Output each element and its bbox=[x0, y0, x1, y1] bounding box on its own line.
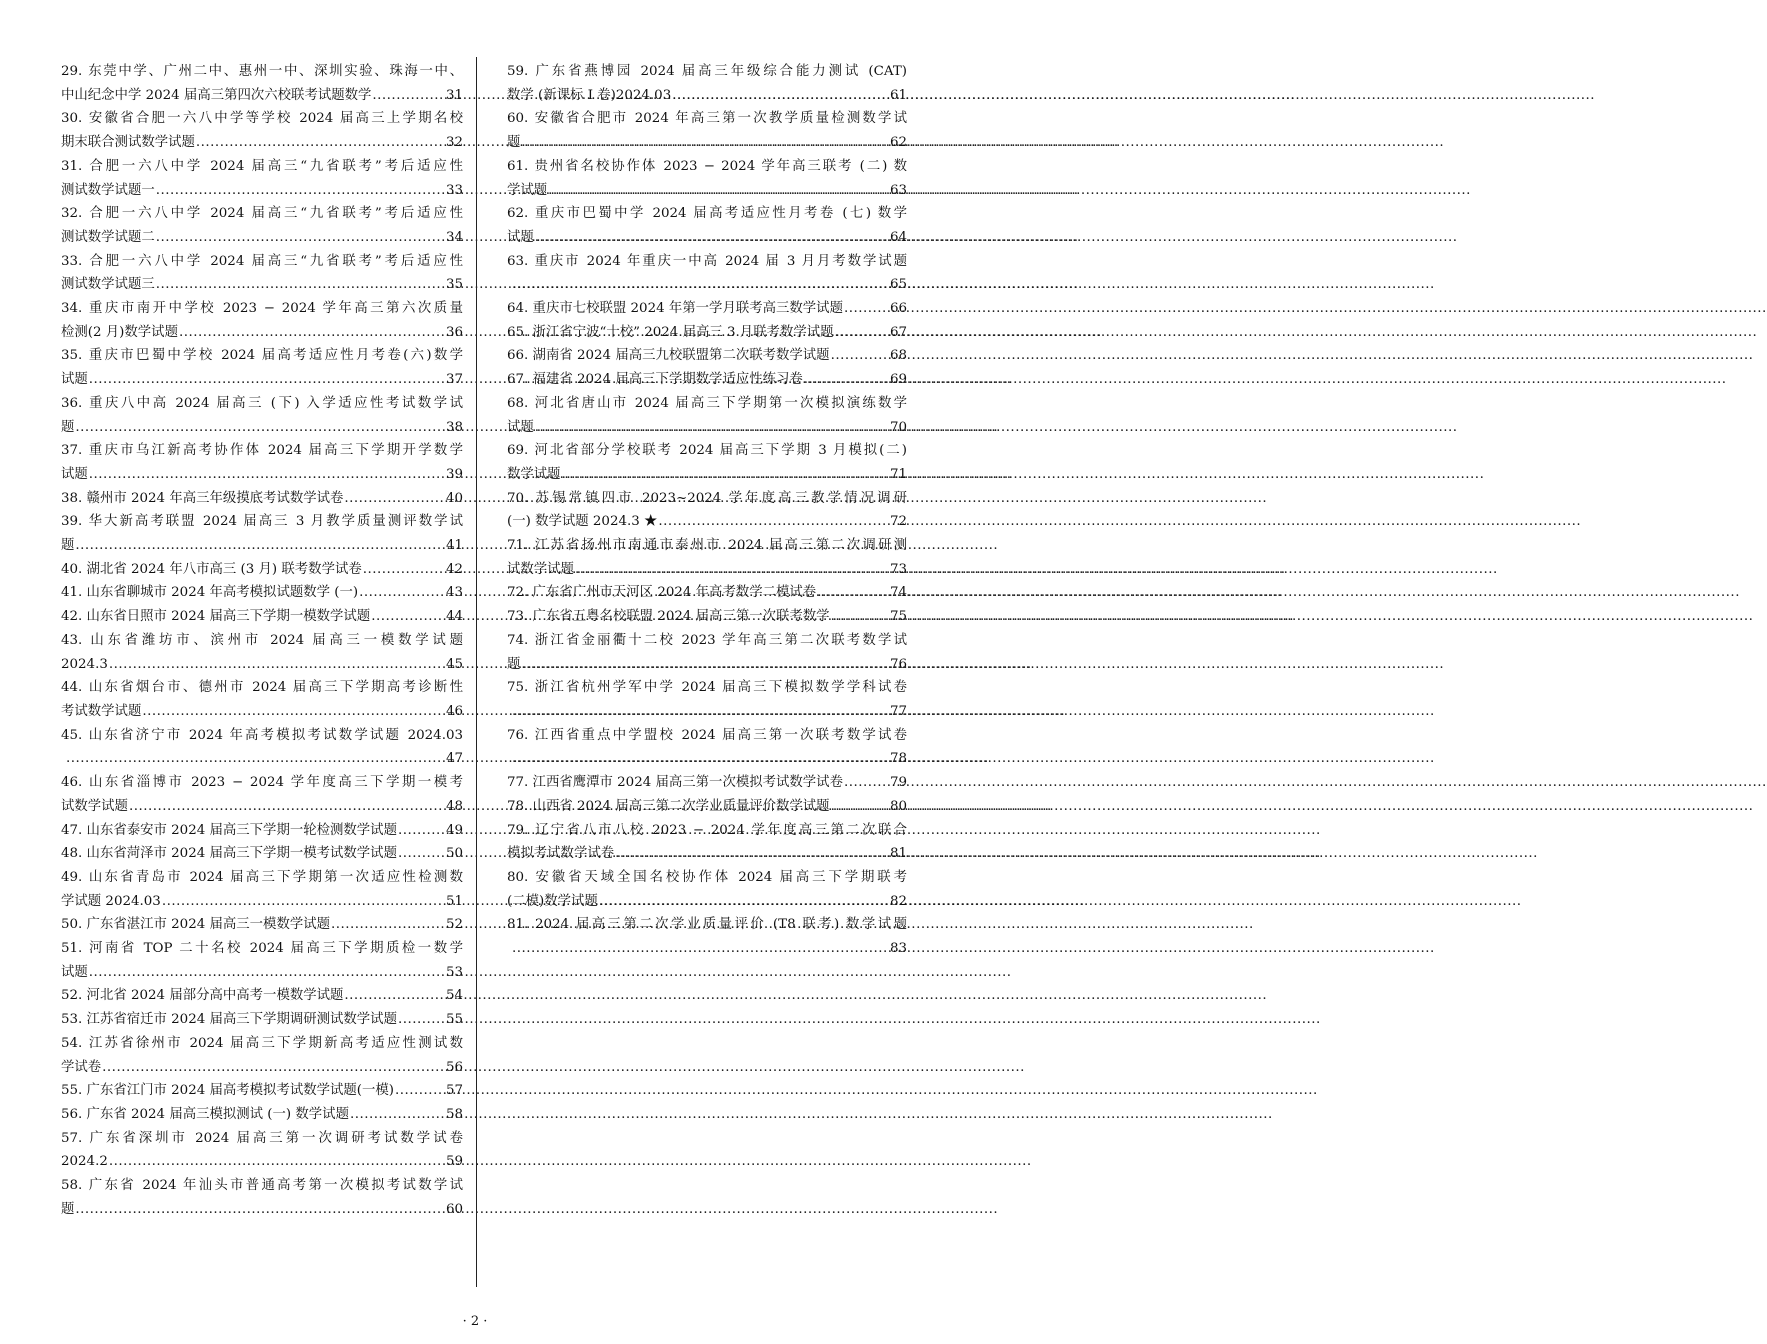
toc-entry-title-line: 66. 湖南省 2024 届高三九校联盟第二次联考数学试题 bbox=[507, 348, 830, 364]
toc-entry-title-line: 考试数学试题 bbox=[61, 703, 142, 719]
dot-leader bbox=[109, 653, 445, 677]
toc-entry-title-line: 模拟考试数学试卷 bbox=[507, 846, 615, 862]
toc-entry-page: 34 bbox=[445, 229, 463, 245]
toc-entry-title-line: 52. 河北省 2024 届部分高中高考一模数学试题 bbox=[61, 988, 344, 1004]
toc-entry-title-line: 32. 合肥一六八中学 2024 届高三“九省联考”考后适应性 bbox=[61, 206, 463, 222]
toc-entry-title-line: 61. 贵州省名校协作体 2023 − 2024 学年高三联考 (二) 数 bbox=[507, 158, 907, 174]
dot-leader bbox=[89, 463, 445, 487]
toc-entry-page: 69 bbox=[889, 372, 907, 388]
toc-entry-leader-row bbox=[61, 416, 463, 440]
toc-entry-title-line: (一) 数学试题 2024.3 ★ bbox=[507, 514, 658, 530]
toc-left-column bbox=[61, 60, 463, 1221]
toc-entry-title-line: 30. 安徽省合肥一六八中学等学校 2024 届高三上学期名校 bbox=[61, 111, 463, 127]
toc-entry-title-line: 试数学试题 bbox=[507, 561, 574, 577]
dot-leader bbox=[162, 890, 445, 914]
dot-leader bbox=[521, 131, 889, 155]
toc-entry-page: 51 bbox=[445, 893, 463, 909]
dot-leader bbox=[512, 747, 889, 771]
toc-entry-page: 79 bbox=[889, 775, 907, 791]
toc-entry[interactable] bbox=[61, 155, 463, 202]
toc-entry-leader-row bbox=[507, 558, 907, 582]
toc-entry-leader-row bbox=[61, 463, 463, 487]
toc-entry[interactable] bbox=[61, 297, 463, 344]
dot-leader bbox=[331, 913, 445, 937]
dot-leader bbox=[371, 605, 445, 629]
toc-entry[interactable] bbox=[61, 510, 463, 557]
toc-entry-title-line: 75. 浙江省杭州学军中学 2024 届高三下模拟数学学科试卷 bbox=[507, 680, 907, 696]
toc-entry[interactable] bbox=[61, 676, 463, 723]
toc-entry-page: 72 bbox=[889, 514, 907, 530]
dot-leader bbox=[372, 84, 445, 108]
dot-leader bbox=[398, 842, 445, 866]
dot-leader bbox=[359, 581, 445, 605]
toc-entry-page: 77 bbox=[889, 703, 907, 719]
toc-entry-title-line: 56. 广东省 2024 届高三模拟测试 (一) 数学试题 bbox=[61, 1106, 349, 1122]
dot-leader bbox=[363, 558, 445, 582]
toc-entry-title-line: 38. 赣州市 2024 年高三年级摸底考试数学试卷 bbox=[61, 490, 344, 506]
toc-entry[interactable] bbox=[507, 534, 907, 581]
toc-entry-title-line: 73. 广东省五粤名校联盟 2024 届高三第一次联考数学 bbox=[507, 609, 830, 625]
toc-entry-leader-row bbox=[61, 1103, 463, 1127]
toc-entry-title-line: 54. 江苏省徐州市 2024 届高三下学期新高考适应性测试数 bbox=[61, 1035, 463, 1051]
toc-entry-page: 31 bbox=[445, 87, 463, 103]
dot-leader bbox=[89, 961, 445, 985]
toc-entry-leader-row bbox=[61, 84, 463, 108]
toc-right-column bbox=[507, 60, 907, 961]
toc-entry-title-line: 59. 广东省燕博园 2024 届高三年级综合能力测试 (CAT) bbox=[507, 64, 907, 79]
toc-entry-leader-row bbox=[507, 84, 907, 108]
toc-entry[interactable] bbox=[61, 1008, 463, 1032]
toc-entry-page: 44 bbox=[445, 609, 463, 625]
dot-leader bbox=[156, 273, 445, 297]
toc-entry-page: 61 bbox=[889, 87, 907, 103]
toc-entry-title-line: 77. 江西省鹰潭市 2024 届高三第一次模拟考试数学试卷 bbox=[507, 775, 843, 791]
toc-entry[interactable] bbox=[61, 629, 463, 676]
toc-entry[interactable] bbox=[507, 676, 907, 723]
toc-entry-title-line: 测试数学试题二 bbox=[61, 229, 155, 245]
toc-entry-page: 37 bbox=[445, 372, 463, 388]
toc-entry-leader-row bbox=[61, 1079, 463, 1103]
toc-entry[interactable] bbox=[507, 297, 907, 321]
toc-entry-leader-row bbox=[507, 842, 907, 866]
toc-entry-title-line: 数学 (新课标 I 卷)2024.03 bbox=[507, 87, 672, 103]
toc-entry-page: 54 bbox=[445, 988, 463, 1004]
toc-entry-page: 38 bbox=[445, 419, 463, 435]
dot-leader bbox=[395, 1079, 445, 1103]
toc-entry-title-line: 学试题 2024.03 bbox=[61, 893, 161, 909]
toc-entry-leader-row bbox=[61, 1150, 463, 1174]
dot-leader bbox=[102, 1056, 445, 1080]
toc-entry-title-line: 81. 2024 届高三第二次学业质量评价 (T8 联考) 数学试题 bbox=[507, 917, 907, 933]
toc-entry-leader-row bbox=[61, 581, 463, 605]
toc-entry-title-line: 63. 重庆市 2024 年重庆一中高 2024 届 3 月月考数学试题 bbox=[507, 253, 907, 269]
toc-entry-page: 74 bbox=[889, 585, 907, 601]
toc-entry[interactable] bbox=[507, 321, 907, 345]
toc-entry-title-line: 37. 重庆市乌江新高考协作体 2024 届高三下学期开学数学 bbox=[61, 443, 463, 459]
toc-entry-leader-row bbox=[61, 842, 463, 866]
dot-leader bbox=[562, 463, 889, 487]
toc-entry-title-line: 45. 山东省济宁市 2024 年高考模拟考试数学试题 2024.03 bbox=[61, 727, 463, 743]
toc-entry[interactable] bbox=[61, 724, 463, 771]
toc-entry[interactable] bbox=[61, 605, 463, 629]
toc-entry[interactable] bbox=[61, 250, 463, 297]
toc-entry[interactable] bbox=[507, 771, 907, 795]
toc-entry-leader-row bbox=[507, 179, 907, 203]
toc-entry-page: 56 bbox=[445, 1059, 463, 1075]
toc-entry[interactable] bbox=[61, 439, 463, 486]
toc-entry[interactable] bbox=[61, 819, 463, 843]
toc-entry-leader-row bbox=[507, 700, 907, 724]
dot-leader bbox=[512, 937, 889, 961]
dot-leader bbox=[804, 368, 889, 392]
toc-entry-page: 83 bbox=[889, 941, 907, 957]
toc-entry[interactable] bbox=[61, 1032, 463, 1079]
toc-entry-leader-row bbox=[507, 368, 907, 392]
toc-entry-leader-row bbox=[507, 344, 907, 368]
toc-entry-leader-row bbox=[507, 605, 907, 629]
toc-entry-page: 49 bbox=[445, 822, 463, 838]
toc-entry[interactable] bbox=[61, 344, 463, 391]
toc-entry-leader-row bbox=[507, 937, 907, 961]
toc-entry-leader-row bbox=[507, 771, 907, 795]
dot-leader bbox=[66, 747, 445, 771]
toc-entry-title-line: 62. 重庆市巴蜀中学 2024 届高考适应性月考卷 (七) 数学 bbox=[507, 206, 907, 222]
toc-entry-leader-row bbox=[61, 819, 463, 843]
toc-entry-page: 52 bbox=[445, 917, 463, 933]
dot-leader bbox=[142, 700, 445, 724]
toc-entry[interactable] bbox=[507, 487, 907, 534]
toc-entry-title-line: 51. 河南省 TOP 二十名校 2024 届高三下学期质检一数学 bbox=[61, 941, 463, 957]
dot-leader bbox=[512, 273, 889, 297]
toc-entry-page: 67 bbox=[889, 324, 907, 340]
dot-leader bbox=[817, 581, 889, 605]
dot-leader bbox=[75, 1198, 445, 1222]
toc-entry-leader-row bbox=[61, 605, 463, 629]
toc-entry[interactable] bbox=[507, 913, 907, 960]
toc-entry-page: 78 bbox=[889, 751, 907, 767]
toc-entry[interactable] bbox=[61, 581, 463, 605]
toc-entry-leader-row bbox=[61, 179, 463, 203]
toc-entry[interactable] bbox=[507, 795, 907, 819]
toc-entry-title-line: 70. 苏锡常镇四市 2023~2024 学年度高三教学情况调研 bbox=[507, 490, 907, 506]
toc-entry[interactable] bbox=[61, 558, 463, 582]
toc-entry-title-line: 71. 江苏省扬州市南通市泰州市 2024 届高三第二次调研测 bbox=[507, 538, 907, 554]
toc-entry[interactable] bbox=[61, 913, 463, 937]
toc-entry-title-line: 42. 山东省日照市 2024 届高三下学期一模数学试题 bbox=[61, 609, 371, 625]
toc-entry-title-line: 35. 重庆市巴蜀中学校 2024 届高考适应性月考卷(六)数学 bbox=[61, 348, 463, 364]
toc-entry-page: 36 bbox=[445, 324, 463, 340]
toc-entry[interactable] bbox=[61, 487, 463, 511]
toc-entry[interactable] bbox=[61, 866, 463, 913]
toc-entry-leader-row bbox=[507, 131, 907, 155]
toc-entry-leader-row bbox=[61, 700, 463, 724]
toc-entry[interactable] bbox=[61, 937, 463, 984]
toc-entry[interactable] bbox=[61, 1127, 463, 1174]
toc-entry-page: 32 bbox=[445, 135, 463, 151]
toc-entry[interactable] bbox=[507, 629, 907, 676]
toc-entry[interactable] bbox=[507, 368, 907, 392]
toc-entry[interactable] bbox=[507, 107, 907, 154]
toc-entry-title-line: 期末联合测试数学试题 bbox=[61, 135, 195, 151]
toc-entry[interactable] bbox=[61, 202, 463, 249]
toc-entry[interactable] bbox=[61, 107, 463, 154]
toc-entry-page: 39 bbox=[445, 466, 463, 482]
dot-leader bbox=[179, 321, 445, 345]
dot-leader bbox=[658, 510, 889, 534]
dot-leader bbox=[844, 771, 889, 795]
toc-entry[interactable] bbox=[61, 842, 463, 866]
toc-entry[interactable] bbox=[61, 1103, 463, 1127]
dot-leader bbox=[75, 534, 445, 558]
toc-entry-page: 62 bbox=[889, 135, 907, 151]
toc-entry[interactable] bbox=[507, 724, 907, 771]
dot-leader bbox=[535, 416, 889, 440]
toc-entry-title-line: 60. 安徽省合肥市 2024 年高三第一次教学质量检测数学试 bbox=[507, 111, 907, 127]
toc-entry-page: 59 bbox=[445, 1154, 463, 1170]
dot-leader bbox=[521, 653, 889, 677]
toc-entry-title-line: 试数学试题 bbox=[61, 798, 128, 814]
toc-entry-title-line: 33. 合肥一六八中学 2024 届高三“九省联考”考后适应性 bbox=[61, 253, 463, 269]
dot-leader bbox=[75, 416, 445, 440]
toc-entry-title-line: 试题 bbox=[61, 964, 88, 980]
dot-leader bbox=[89, 368, 445, 392]
toc-entry-page: 76 bbox=[889, 656, 907, 672]
toc-entry-title-line: 46. 山东省淄博市 2023 − 2024 学年度高三下学期一模考 bbox=[61, 775, 463, 791]
page-number: · 2 · bbox=[462, 1314, 488, 1329]
toc-entry-title-line: 41. 山东省聊城市 2024 年高考模拟试题数学 (一) bbox=[61, 585, 359, 601]
toc-entry-leader-row bbox=[507, 890, 907, 914]
dot-leader bbox=[512, 700, 889, 724]
toc-entry[interactable] bbox=[61, 392, 463, 439]
toc-entry-title-line: 43. 山东省潍坊市、滨州市 2024 届高三一模数学试题 bbox=[61, 632, 463, 648]
toc-entry-leader-row bbox=[61, 653, 463, 677]
toc-entry-page: 42 bbox=[445, 561, 463, 577]
toc-entry-leader-row bbox=[61, 534, 463, 558]
toc-entry-leader-row bbox=[61, 961, 463, 985]
toc-entry-page: 47 bbox=[445, 751, 463, 767]
column-divider bbox=[476, 57, 477, 1287]
toc-entry-title-line: 78. 山西省 2024 届高三第二次学业质量评价数学试题 bbox=[507, 798, 830, 814]
dot-leader bbox=[599, 890, 889, 914]
toc-entry-page: 33 bbox=[445, 182, 463, 198]
dot-leader bbox=[344, 487, 445, 511]
toc-entry[interactable] bbox=[507, 439, 907, 486]
toc-entry-title-line: 试题 bbox=[61, 466, 88, 482]
dot-leader bbox=[156, 226, 445, 250]
toc-entry-title-line: 50. 广东省湛江市 2024 届高三一模数学试题 bbox=[61, 917, 331, 933]
toc-entry[interactable] bbox=[507, 202, 907, 249]
toc-entry-leader-row bbox=[507, 297, 907, 321]
toc-entry-leader-row bbox=[61, 890, 463, 914]
toc-entry-title-line: 题 bbox=[61, 419, 75, 435]
toc-entry-leader-row bbox=[61, 131, 463, 155]
toc-entry-title-line: 测试数学试题一 bbox=[61, 182, 155, 198]
dot-leader bbox=[575, 558, 889, 582]
toc-entry-title-line: 67. 福建省 2024 届高三下学期数学适应性练习卷 bbox=[507, 372, 803, 388]
dot-leader bbox=[196, 131, 445, 155]
toc-entry[interactable] bbox=[507, 60, 907, 107]
toc-entry[interactable] bbox=[507, 155, 907, 202]
toc-entry-page: 64 bbox=[889, 229, 907, 245]
toc-entry-title-line: 31. 合肥一六八中学 2024 届高三“九省联考”考后适应性 bbox=[61, 158, 463, 174]
toc-entry-leader-row bbox=[61, 795, 463, 819]
toc-entry-page: 55 bbox=[445, 1012, 463, 1028]
toc-entry[interactable] bbox=[507, 344, 907, 368]
dot-leader bbox=[672, 84, 889, 108]
toc-entry-title-line: 55. 广东省江门市 2024 届高考模拟考试数学试题(一模) bbox=[61, 1083, 395, 1099]
toc-entry-title-line: 39. 华大新高考联盟 2024 届高三 3 月教学质量测评数学试 bbox=[61, 514, 463, 530]
toc-entry-title-line: 57. 广东省深圳市 2024 届高三第一次调研考试数学试卷 bbox=[61, 1130, 463, 1146]
toc-entry-page: 70 bbox=[889, 419, 907, 435]
toc-entry-page: 60 bbox=[445, 1201, 463, 1217]
dot-leader bbox=[831, 344, 889, 368]
dot-leader bbox=[350, 1103, 445, 1127]
toc-entry[interactable] bbox=[507, 866, 907, 913]
toc-entry-leader-row bbox=[507, 321, 907, 345]
toc-entry-page: 58 bbox=[445, 1106, 463, 1122]
toc-entry-leader-row bbox=[61, 1008, 463, 1032]
toc-entry-title-line: 74. 浙江省金丽衢十二校 2023 学年高三第二次联考数学试 bbox=[507, 632, 907, 648]
toc-entry[interactable] bbox=[507, 581, 907, 605]
toc-entry-page: 53 bbox=[445, 964, 463, 980]
dot-leader bbox=[344, 984, 445, 1008]
toc-entry-page: 50 bbox=[445, 846, 463, 862]
toc-entry-leader-row bbox=[507, 653, 907, 677]
toc-entry-leader-row bbox=[61, 273, 463, 297]
toc-entry-leader-row bbox=[61, 321, 463, 345]
toc-entry-title-line: 题 bbox=[507, 135, 521, 151]
toc-entry[interactable] bbox=[507, 250, 907, 297]
toc-entry-leader-row bbox=[61, 368, 463, 392]
toc-entry-page: 63 bbox=[889, 182, 907, 198]
toc-entry-leader-row bbox=[507, 463, 907, 487]
toc-entry-title-line: 69. 河北省部分学校联考 2024 届高三下学期 3 月模拟(二) bbox=[507, 443, 907, 459]
toc-entry-page: 68 bbox=[889, 348, 907, 364]
dot-leader bbox=[548, 179, 889, 203]
toc-entry-title-line: 79. 辽宁省八市八校 2023 − 2024 学年度高三第二次联合 bbox=[507, 822, 907, 838]
toc-entry-title-line: 2024.2 bbox=[61, 1154, 108, 1170]
toc-entry-page: 66 bbox=[889, 301, 907, 317]
toc-entry-leader-row bbox=[61, 226, 463, 250]
toc-entry-title-line: (二模)数学试题 bbox=[507, 893, 598, 909]
toc-entry-title-line: 2024.3 bbox=[61, 656, 108, 672]
toc-entry-title-line: 72. 广东省广州市天河区 2024 年高考数学二模试卷 bbox=[507, 585, 817, 601]
dot-leader bbox=[109, 1150, 445, 1174]
toc-entry-leader-row bbox=[507, 273, 907, 297]
toc-entry-leader-row bbox=[507, 510, 907, 534]
toc-entry-title-line: 中山纪念中学 2024 届高三第四次六校联考试题数学 bbox=[61, 87, 372, 103]
dot-leader bbox=[398, 819, 445, 843]
toc-entry-page: 45 bbox=[445, 656, 463, 672]
toc-entry-title-line: 试题 bbox=[507, 229, 534, 245]
toc-entry-title-line: 68. 河北省唐山市 2024 届高三下学期第一次模拟演练数学 bbox=[507, 395, 907, 411]
toc-entry-leader-row bbox=[61, 984, 463, 1008]
toc-entry-leader-row bbox=[507, 581, 907, 605]
toc-entry[interactable] bbox=[61, 771, 463, 818]
toc-entry-page: 35 bbox=[445, 277, 463, 293]
toc-entry-leader-row bbox=[61, 558, 463, 582]
toc-entry-page: 41 bbox=[445, 538, 463, 554]
toc-entry-title-line: 测试数学试题三 bbox=[61, 277, 155, 293]
toc-entry-title-line: 40. 湖北省 2024 年八市高三 (3 月) 联考数学试卷 bbox=[61, 561, 362, 577]
toc-entry-title-line: 64. 重庆市七校联盟 2024 年第一学月联考高三数学试题 bbox=[507, 301, 843, 317]
toc-entry-title-line: 题 bbox=[61, 538, 75, 554]
dot-leader bbox=[831, 605, 889, 629]
toc-entry-title-line: 47. 山东省泰安市 2024 届高三下学期一轮检测数学试题 bbox=[61, 822, 397, 838]
toc-entry-title-line: 44. 山东省烟台市、德州市 2024 届高三下学期高考诊断性 bbox=[61, 680, 463, 696]
toc-entry-leader-row bbox=[61, 1198, 463, 1222]
toc-entry-title-line: 58. 广东省 2024 年汕头市普通高考第一次模拟考试数学试 bbox=[61, 1178, 463, 1194]
toc-entry-page: 40 bbox=[445, 490, 463, 506]
dot-leader bbox=[535, 226, 889, 250]
toc-entry-title-line: 49. 山东省青岛市 2024 届高三下学期第一次适应性检测数 bbox=[61, 869, 463, 885]
toc-entry-title-line: 检测(2 月)数学试题 bbox=[61, 324, 178, 340]
dot-leader bbox=[844, 297, 889, 321]
toc-entry-title-line: 学试题 bbox=[507, 182, 548, 198]
toc-entry[interactable] bbox=[61, 60, 463, 107]
toc-entry-leader-row bbox=[507, 795, 907, 819]
toc-entry-page: 81 bbox=[889, 846, 907, 862]
toc-entry-page: 46 bbox=[445, 703, 463, 719]
toc-entry-leader-row bbox=[61, 747, 463, 771]
toc-entry-title-line: 76. 江西省重点中学盟校 2024 届高三第一次联考数学试卷 bbox=[507, 727, 907, 743]
toc-entry-page: 71 bbox=[889, 466, 907, 482]
toc-entry[interactable] bbox=[61, 984, 463, 1008]
dot-leader bbox=[156, 179, 445, 203]
dot-leader bbox=[129, 795, 445, 819]
toc-entry-title-line: 题 bbox=[61, 1201, 75, 1217]
toc-entry-title-line: 80. 安徽省天域全国名校协作体 2024 届高三下学期联考 bbox=[507, 869, 907, 885]
toc-entry-title-line: 53. 江苏省宿迁市 2024 届高三下学期调研测试数学试题 bbox=[61, 1012, 397, 1028]
toc-entry-title-line: 试题 bbox=[61, 372, 88, 388]
toc-entry-title-line: 36. 重庆八中高 2024 届高三 (下) 入学适应性考试数学试 bbox=[61, 395, 463, 411]
toc-entry-leader-row bbox=[61, 487, 463, 511]
toc-entry-leader-row bbox=[61, 1056, 463, 1080]
toc-entry[interactable] bbox=[507, 605, 907, 629]
toc-entry-title-line: 34. 重庆市南开中学校 2023 − 2024 学年高三第六次质量 bbox=[61, 301, 463, 317]
dot-leader bbox=[831, 795, 889, 819]
toc-entry-title-line: 29. 东莞中学、广州二中、惠州一中、深圳实验、珠海一中、 bbox=[61, 64, 463, 79]
toc-entry-title-line: 题 bbox=[507, 656, 521, 672]
toc-entry-page: 43 bbox=[445, 585, 463, 601]
toc-entry-page: 73 bbox=[889, 561, 907, 577]
toc-entry-leader-row bbox=[61, 913, 463, 937]
toc-entry-page: 80 bbox=[889, 798, 907, 814]
toc-entry-title-line: 数学试题 bbox=[507, 466, 561, 482]
toc-entry-title-line: 试题 bbox=[507, 419, 534, 435]
dot-leader bbox=[835, 321, 889, 345]
toc-entry-page: 48 bbox=[445, 798, 463, 814]
dot-leader bbox=[615, 842, 889, 866]
toc-entry[interactable] bbox=[61, 1174, 463, 1221]
toc-entry-page: 65 bbox=[889, 277, 907, 293]
toc-entry-page: 82 bbox=[889, 893, 907, 909]
toc-entry-page: 57 bbox=[445, 1083, 463, 1099]
toc-entry-leader-row bbox=[507, 226, 907, 250]
dot-leader bbox=[398, 1008, 445, 1032]
toc-entry[interactable] bbox=[507, 392, 907, 439]
toc-entry[interactable] bbox=[61, 1079, 463, 1103]
toc-entry-page: 75 bbox=[889, 609, 907, 625]
toc-entry[interactable] bbox=[507, 819, 907, 866]
toc-entry-leader-row bbox=[507, 416, 907, 440]
toc-entry-title-line: 学试卷 bbox=[61, 1059, 102, 1075]
toc-entry-title-line: 65. 浙江省宁波“十校” 2024 届高三 3 月联考数学试题 bbox=[507, 324, 834, 340]
toc-entry-leader-row bbox=[507, 747, 907, 771]
toc-entry-title-line: 48. 山东省菏泽市 2024 届高三下学期一模考试数学试题 bbox=[61, 846, 397, 862]
